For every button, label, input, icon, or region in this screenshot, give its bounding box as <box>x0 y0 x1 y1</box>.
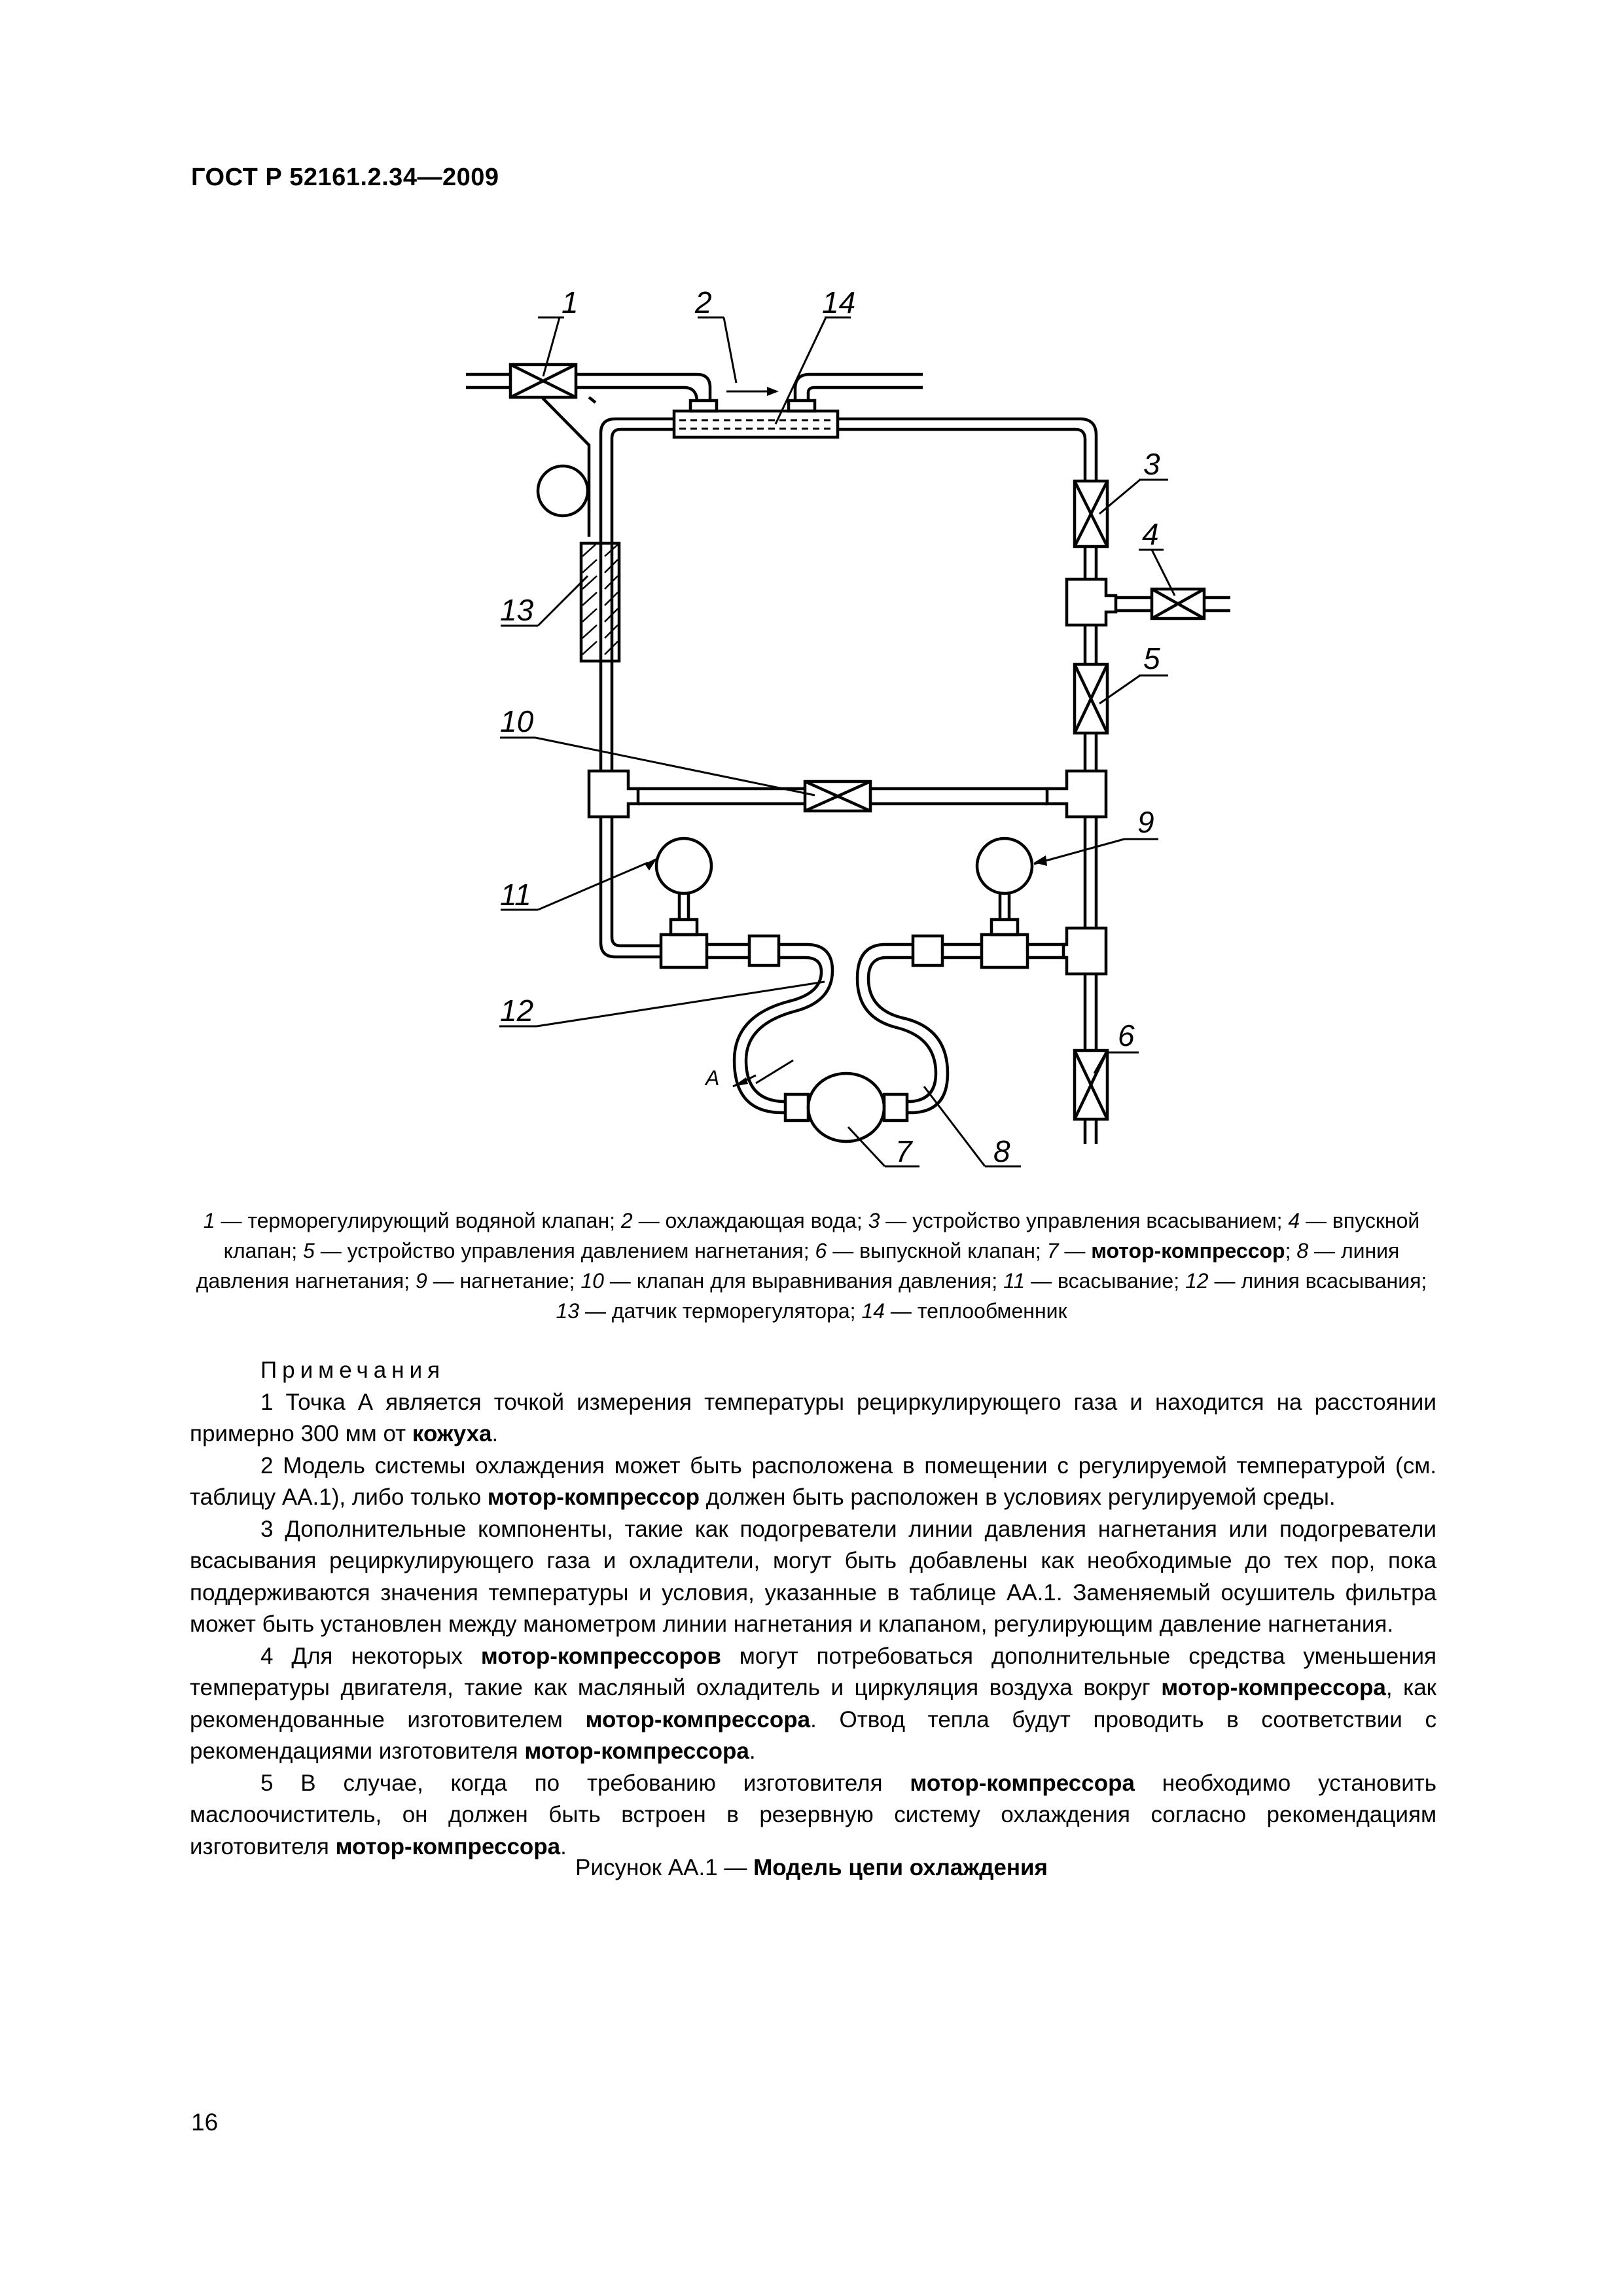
legend-text: — устройство управления давлением нагнетания; <box>314 1239 815 1263</box>
note-2: 2 Модель системы охлаждения может быть расположена в помещении с регулируемой температурой (см. таблицу АА.1), либо только мотор-компрессор должен быть расположен в условиях регулируемой среды. <box>190 1452 1436 1510</box>
page-number: 16 <box>191 2109 219 2136</box>
discharge-tee <box>982 935 1027 967</box>
label-5: 5 <box>1143 641 1160 675</box>
legend-number: 8 <box>1296 1239 1309 1263</box>
legend-item <box>416 1269 580 1293</box>
legend-text: — охлаждающая вода; <box>632 1209 868 1232</box>
legend-bold: мотор-компрессор <box>1091 1239 1285 1263</box>
legend-item <box>621 1209 868 1232</box>
legend-number: 5 <box>303 1239 315 1263</box>
note-1: 1 Точка А является точкой измерения температуры рециркулирующего газа и находится на расстоянии примерно 300 мм от кожуха. <box>190 1389 1436 1446</box>
thermostat-bulb <box>538 466 588 516</box>
label-1: 1 <box>562 285 579 319</box>
legend-text: — всасывание; <box>1025 1269 1185 1293</box>
legend-item <box>1003 1269 1185 1293</box>
motor-compressor <box>808 1073 884 1141</box>
legend-number: 9 <box>415 1269 427 1293</box>
label-2: 2 <box>695 285 712 319</box>
legend-number: 2 <box>620 1209 633 1232</box>
legend-text: — датчик терморегулятора; <box>579 1299 862 1323</box>
note-3: 3 Дополнительные компоненты, такие как подогреватели линии давления нагнетания или подогреватели всасывания рециркулирующего газа и охладители, могут быть добавлены как необходимые до тех пор, пока поддерживаются значения температуры и условия, указанные в таблице АА.1. Заменяемый осушитель фильтра может быть установлен между манометром линии нагнетания и клапаном, регулирующим давление нагнетания. <box>190 1516 1436 1637</box>
heat-exchanger <box>674 411 838 437</box>
legend-number: 14 <box>861 1299 885 1323</box>
label-10: 10 <box>500 704 534 738</box>
label-4: 4 <box>1142 517 1159 551</box>
label-11: 11 <box>500 878 531 912</box>
document-header: ГОСТ Р 52161.2.34—2009 <box>191 164 499 191</box>
legend-number: 4 <box>1288 1209 1300 1232</box>
legend-number: 3 <box>868 1209 880 1232</box>
legend-text: — клапан для выравнивания давления; <box>603 1269 1003 1293</box>
label-12: 12 <box>500 994 534 1028</box>
notes-title: Примечания <box>260 1357 446 1383</box>
figure-legend <box>190 1206 1433 1326</box>
legend-number: 11 <box>1003 1269 1026 1293</box>
label-14: 14 <box>822 285 856 319</box>
legend-item <box>303 1239 815 1263</box>
note-4: 4 Для некоторых мотор-компрессоров могут потребоваться дополнительные средства уменьшения температуры двигателя, такие как масляный охладитель и циркуляция воздуха вокруг мотор-компрессора, как рекомендованные изготовителем мотор-компрессора. Отвод тепла будут проводить в соответствии с рекомендациями изготовителя мотор-компрессора. <box>190 1643 1437 1764</box>
legend-item <box>815 1239 1047 1263</box>
notes-section <box>190 1355 1436 1863</box>
note-5: 5 В случае, когда по требованию изготовителя мотор-компрессора необходимо установить маслоочиститель, он должен быть встроен в резервную систему охлаждения согласно рекомендациям изготовителя мотор-компрессора. <box>190 1770 1437 1859</box>
legend-number: 12 <box>1185 1269 1209 1293</box>
legend-text: — теплообменник <box>885 1299 1067 1323</box>
legend-item <box>1047 1239 1297 1263</box>
suction-gauge <box>656 838 711 893</box>
suction-tee <box>661 935 707 967</box>
legend-number: 6 <box>815 1239 827 1263</box>
legend-item <box>556 1299 861 1323</box>
label-6: 6 <box>1118 1018 1135 1052</box>
legend-text: — нагнетание; <box>427 1269 581 1293</box>
label-A: A <box>705 1066 720 1090</box>
legend-item <box>861 1299 1067 1323</box>
cooling-circuit-diagram <box>419 262 1257 1191</box>
legend-number: 13 <box>556 1299 580 1323</box>
legend-text: — выпускной клапан; <box>827 1239 1047 1263</box>
label-3: 3 <box>1143 447 1160 481</box>
figure-caption: Рисунок АА.1 — Модель цепи охлаждения <box>575 1855 1048 1880</box>
legend-text: — впускной клапан; <box>223 1209 1420 1263</box>
label-7: 7 <box>895 1134 912 1168</box>
legend-text: — терморегулирующий водяной клапан; <box>215 1209 621 1232</box>
label-8: 8 <box>993 1134 1010 1168</box>
discharge-gauge <box>977 838 1032 893</box>
legend-number: 1 <box>203 1209 215 1232</box>
legend-item <box>1185 1269 1427 1293</box>
legend-text: — линия всасывания; <box>1208 1269 1427 1293</box>
label-9: 9 <box>1137 805 1154 839</box>
legend-after: ; <box>1285 1239 1297 1263</box>
legend-text: — линия давления нагнетания; <box>196 1239 1400 1293</box>
legend-item <box>868 1209 1289 1232</box>
label-13: 13 <box>500 593 534 627</box>
legend-text: — устройство управления всасыванием; <box>880 1209 1289 1232</box>
legend-item <box>204 1209 621 1232</box>
legend-number: 7 <box>1046 1239 1059 1263</box>
legend-number: 10 <box>580 1269 604 1293</box>
legend-text: — <box>1058 1239 1092 1263</box>
legend-item <box>580 1269 1003 1293</box>
